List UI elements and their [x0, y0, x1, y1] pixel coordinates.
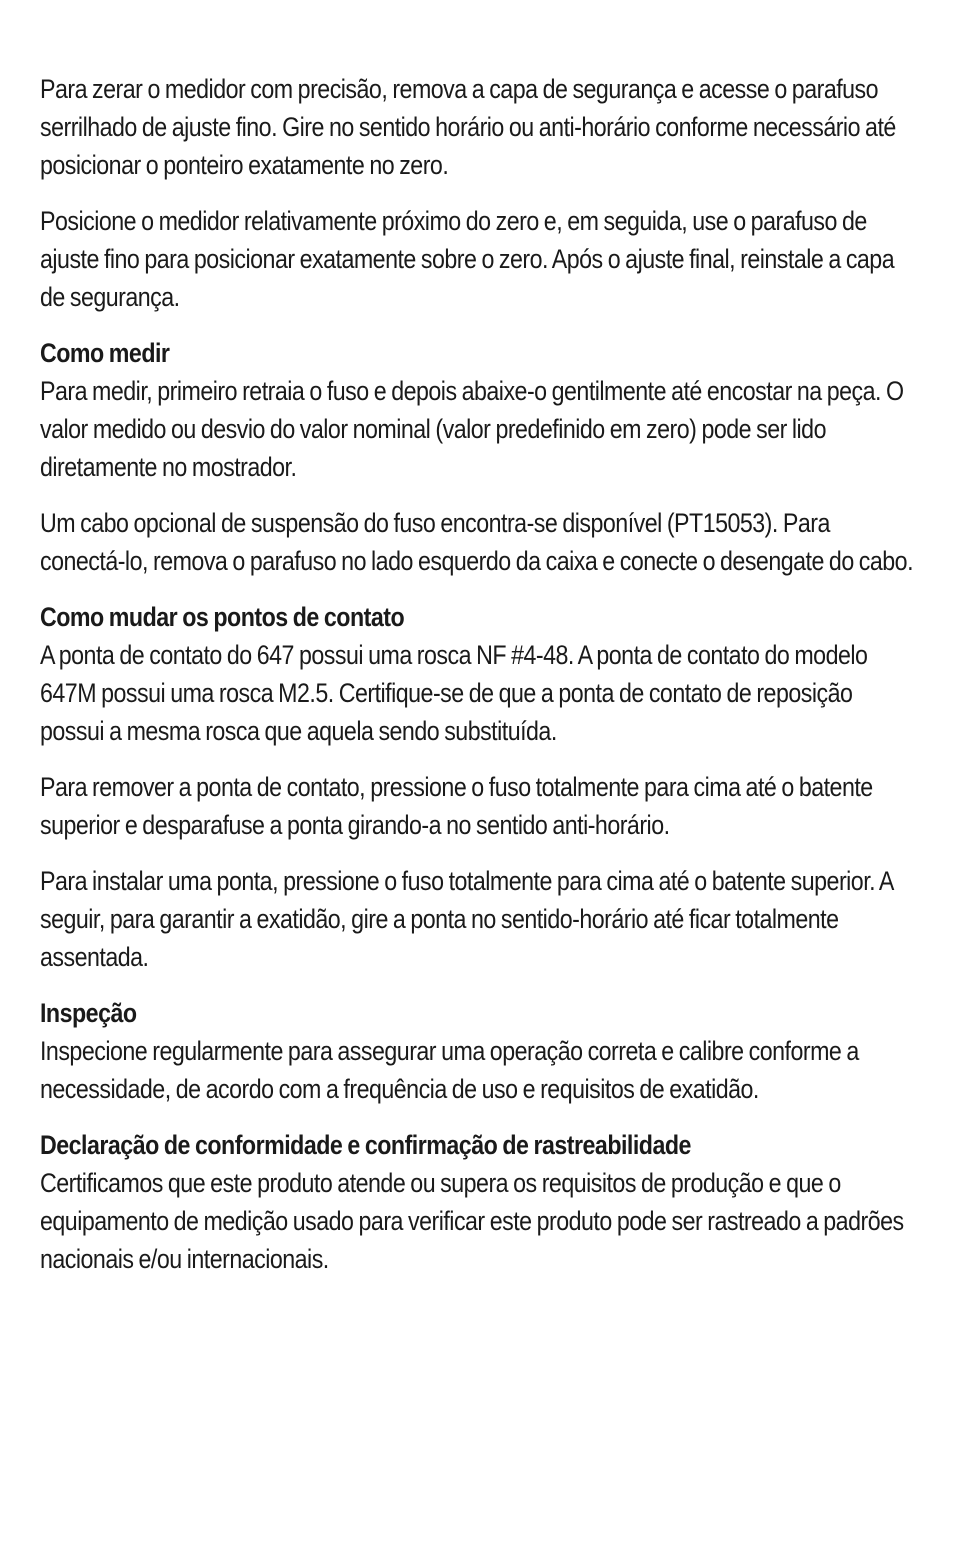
section-measure — [40, 334, 914, 486]
measure-paragraph-2: Um cabo opcional de suspensão do fuso encontra-se disponível (PT15053). Para conectá-lo, remova o parafuso no lado esquerdo da caixa e conecte o desengate do cabo. — [40, 508, 914, 576]
section-contact-points — [40, 598, 914, 750]
inspection-paragraph-1: Inspecione regularmente para assegurar uma operação correta e calibre conforme a necessidade, de acordo com a frequência de uso e requisitos de exatidão. — [40, 1036, 859, 1104]
section-heading-conformity: Declaração de conformidade e confirmação de rastreabilidade — [40, 1130, 691, 1160]
contact-points-paragraph-1: A ponta de contato do 647 possui uma rosca NF #4-48. A ponta de contato do modelo 647M possui uma rosca M2.5. Certifique-se de que a ponta de contato de reposição possui a mesma rosca que aquela sendo substituída. — [40, 640, 868, 746]
document-page — [40, 70, 914, 1296]
zeroing-paragraph-1: Para zerar o medidor com precisão, remova a capa de segurança e acesse o parafuso serrilhado de ajuste fino. Gire no sentido horário ou anti-horário conforme necessário até posicionar o ponteiro exatamente no zero. — [40, 74, 896, 180]
conformity-paragraph-1: Certificamos que este produto atende ou supera os requisitos de produção e que o equipamento de medição usado para verificar este produto pode ser rastreado a padrões nacionais e/ou internacionais. — [40, 1168, 904, 1274]
section-heading-contact-points: Como mudar os pontos de contato — [40, 602, 405, 632]
section-conformity — [40, 1126, 914, 1278]
section-heading-measure: Como medir — [40, 338, 170, 368]
contact-points-paragraph-2: Para remover a ponta de contato, pressione o fuso totalmente para cima até o batente superior e desparafuse a ponta girando-a no sentido anti-horário. — [40, 772, 873, 840]
measure-paragraph-1: Para medir, primeiro retraia o fuso e depois abaixe-o gentilmente até encostar na peça. O valor medido ou desvio do valor nominal (valor predefinido em zero) pode ser lido diretamente no mostrador. — [40, 376, 904, 482]
contact-points-paragraph-3: Para instalar uma ponta, pressione o fuso totalmente para cima até o batente superior. A seguir, para garantir a exatidão, gire a ponta no sentido-horário até ficar totalmente assentada. — [40, 866, 893, 972]
section-heading-inspection: Inspeção — [40, 998, 137, 1028]
section-inspection — [40, 994, 914, 1108]
zeroing-paragraph-2: Posicione o medidor relativamente próximo do zero e, em seguida, use o parafuso de ajuste fino para posicionar exatamente sobre o zero. Após o ajuste final, reinstale a capa de segurança. — [40, 206, 895, 312]
